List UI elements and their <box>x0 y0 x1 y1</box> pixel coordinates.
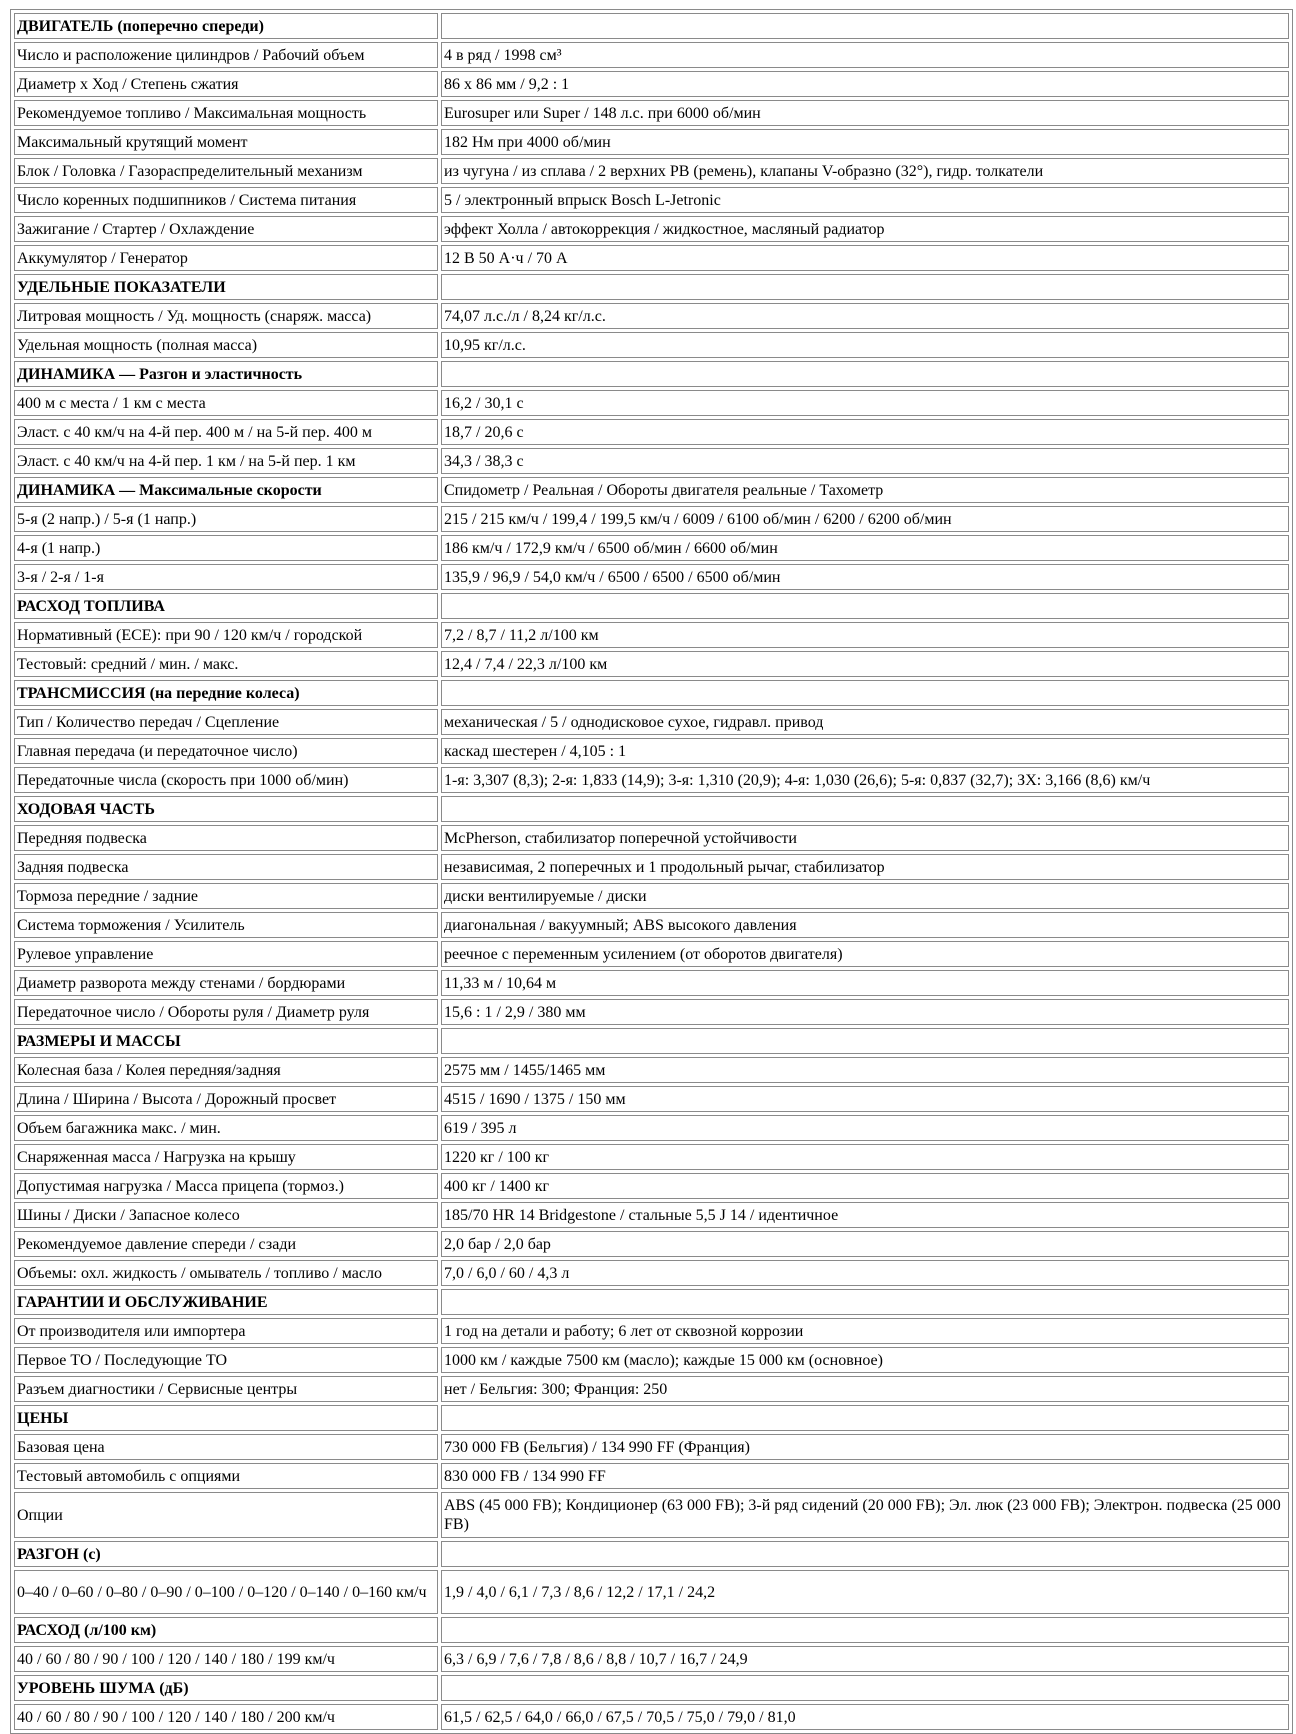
spec-value: 11,33 м / 10,64 м <box>441 970 1289 996</box>
section-title: РАЗМЕРЫ И МАССЫ <box>14 1028 438 1054</box>
spec-value: 7,2 / 8,7 / 11,2 л/100 км <box>441 622 1289 648</box>
section-value <box>441 1617 1289 1643</box>
spec-value: 16,2 / 30,1 с <box>441 390 1289 416</box>
spec-value: 7,0 / 6,0 / 60 / 4,3 л <box>441 1260 1289 1286</box>
spec-label: Шины / Диски / Запасное колесо <box>14 1202 438 1228</box>
spec-row <box>14 332 1289 358</box>
section-title: ГАРАНТИИ И ОБСЛУЖИВАНИЕ <box>14 1289 438 1315</box>
spec-value: 10,95 кг/л.с. <box>441 332 1289 358</box>
spec-row <box>14 854 1289 880</box>
section-header-row <box>14 1405 1289 1431</box>
spec-row <box>14 1318 1289 1344</box>
spec-row <box>14 448 1289 474</box>
spec-label: Тормоза передние / задние <box>14 883 438 909</box>
spec-label: Объем багажника макс. / мин. <box>14 1115 438 1141</box>
spec-label: Диаметр x Ход / Степень сжатия <box>14 71 438 97</box>
spec-row <box>14 999 1289 1025</box>
spec-value: 12 В 50 А·ч / 70 А <box>441 245 1289 271</box>
section-title: ДИНАМИКА — Максимальные скорости <box>14 477 438 503</box>
spec-value: 1-я: 3,307 (8,3); 2-я: 1,833 (14,9); 3-я: 1,310 (20,9); 4-я: 1,030 (26,6); 5-я: 0,837 (32,7); ЗХ: 3,166 (8,6) км/ч <box>441 767 1289 793</box>
spec-row <box>14 970 1289 996</box>
spec-value: 61,5 / 62,5 / 64,0 / 66,0 / 67,5 / 70,5 / 75,0 / 79,0 / 81,0 <box>441 1704 1289 1730</box>
spec-value: реечное с переменным усилением (от оборотов двигателя) <box>441 941 1289 967</box>
spec-label: 3-я / 2-я / 1-я <box>14 564 438 590</box>
spec-value: 15,6 : 1 / 2,9 / 380 мм <box>441 999 1289 1025</box>
spec-table-body <box>14 13 1289 1730</box>
spec-label: 400 м с места / 1 км с места <box>14 390 438 416</box>
spec-row <box>14 912 1289 938</box>
section-header-row <box>14 680 1289 706</box>
spec-row <box>14 883 1289 909</box>
section-title: РАСХОД ТОПЛИВА <box>14 593 438 619</box>
spec-label: Передаточное число / Обороты руля / Диаметр руля <box>14 999 438 1025</box>
section-header-row <box>14 593 1289 619</box>
spec-row <box>14 129 1289 155</box>
section-header-row <box>14 1541 1289 1567</box>
spec-value: 135,9 / 96,9 / 54,0 км/ч / 6500 / 6500 / 6500 об/мин <box>441 564 1289 590</box>
spec-value: 400 кг / 1400 кг <box>441 1173 1289 1199</box>
spec-row <box>14 1231 1289 1257</box>
spec-value: 1,9 / 4,0 / 6,1 / 7,3 / 8,6 / 12,2 / 17,1 / 24,2 <box>441 1570 1289 1614</box>
spec-label: Допустимая нагрузка / Масса прицепа (тормоз.) <box>14 1173 438 1199</box>
spec-row <box>14 1057 1289 1083</box>
section-header-row <box>14 361 1289 387</box>
spec-row <box>14 303 1289 329</box>
spec-value: 86 x 86 мм / 9,2 : 1 <box>441 71 1289 97</box>
spec-label: Колесная база / Колея передняя/задняя <box>14 1057 438 1083</box>
spec-row <box>14 158 1289 184</box>
section-title: ТРАНСМИССИЯ (на передние колеса) <box>14 680 438 706</box>
spec-label: Тестовый: средний / мин. / макс. <box>14 651 438 677</box>
spec-label: 40 / 60 / 80 / 90 / 100 / 120 / 140 / 180 / 199 км/ч <box>14 1646 438 1672</box>
spec-row <box>14 1086 1289 1112</box>
spec-row <box>14 1115 1289 1141</box>
spec-value: 1000 км / каждые 7500 км (масло); каждые 15 000 км (основное) <box>441 1347 1289 1373</box>
spec-label: Передаточные числа (скорость при 1000 об/мин) <box>14 767 438 793</box>
spec-value: 4 в ряд / 1998 см³ <box>441 42 1289 68</box>
spec-label: Число и расположение цилиндров / Рабочий объем <box>14 42 438 68</box>
spec-row <box>14 100 1289 126</box>
spec-value: нет / Бельгия: 300; Франция: 250 <box>441 1376 1289 1402</box>
spec-row <box>14 506 1289 532</box>
spec-label: Число коренных подшипников / Система питания <box>14 187 438 213</box>
spec-label: Базовая цена <box>14 1434 438 1460</box>
section-value <box>441 1541 1289 1567</box>
spec-label: Разъем диагностики / Сервисные центры <box>14 1376 438 1402</box>
section-header-row <box>14 796 1289 822</box>
spec-row <box>14 1492 1289 1538</box>
spec-value: 5 / электронный впрыск Bosch L-Jetronic <box>441 187 1289 213</box>
spec-row <box>14 767 1289 793</box>
spec-row <box>14 1202 1289 1228</box>
section-value: Спидометр / Реальная / Обороты двигателя реальные / Тахометр <box>441 477 1289 503</box>
spec-row <box>14 245 1289 271</box>
spec-label: Опции <box>14 1492 438 1538</box>
spec-label: Тестовый автомобиль с опциями <box>14 1463 438 1489</box>
spec-value: независимая, 2 поперечных и 1 продольный рычаг, стабилизатор <box>441 854 1289 880</box>
spec-label: Снаряженная масса / Нагрузка на крышу <box>14 1144 438 1170</box>
section-header-row <box>14 1617 1289 1643</box>
spec-value: каскад шестерен / 4,105 : 1 <box>441 738 1289 764</box>
spec-row <box>14 1376 1289 1402</box>
spec-row <box>14 1347 1289 1373</box>
spec-value: 1 год на детали и работу; 6 лет от сквозной коррозии <box>441 1318 1289 1344</box>
spec-label: 4-я (1 напр.) <box>14 535 438 561</box>
spec-row <box>14 1173 1289 1199</box>
spec-value: 182 Нм при 4000 об/мин <box>441 129 1289 155</box>
spec-value: 730 000 FB (Бельгия) / 134 990 FF (Франция) <box>441 1434 1289 1460</box>
section-header-row <box>14 1675 1289 1701</box>
spec-value: 18,7 / 20,6 с <box>441 419 1289 445</box>
spec-row <box>14 71 1289 97</box>
section-value <box>441 680 1289 706</box>
spec-value: ABS (45 000 FB); Кондиционер (63 000 FB); 3-й ряд сидений (20 000 FB); Эл. люк (23 000 FB); Электрон. подвеска (25 000 FB) <box>441 1492 1289 1538</box>
spec-row <box>14 187 1289 213</box>
spec-value: 74,07 л.с./л / 8,24 кг/л.с. <box>441 303 1289 329</box>
spec-label: Зажигание / Стартер / Охлаждение <box>14 216 438 242</box>
spec-row <box>14 1463 1289 1489</box>
spec-row <box>14 1704 1289 1730</box>
spec-label: Система торможения / Усилитель <box>14 912 438 938</box>
spec-row <box>14 941 1289 967</box>
spec-value: 830 000 FB / 134 990 FF <box>441 1463 1289 1489</box>
spec-value: 2575 мм / 1455/1465 мм <box>441 1057 1289 1083</box>
spec-label: Первое ТО / Последующие ТО <box>14 1347 438 1373</box>
section-value <box>441 1289 1289 1315</box>
spec-label: Задняя подвеска <box>14 854 438 880</box>
spec-label: Удельная мощность (полная масса) <box>14 332 438 358</box>
spec-label: Рулевое управление <box>14 941 438 967</box>
spec-value: 12,4 / 7,4 / 22,3 л/100 км <box>441 651 1289 677</box>
spec-row <box>14 1260 1289 1286</box>
spec-label: Передняя подвеска <box>14 825 438 851</box>
spec-row <box>14 738 1289 764</box>
spec-row <box>14 825 1289 851</box>
spec-row <box>14 535 1289 561</box>
spec-value: диагональная / вакуумный; ABS высокого давления <box>441 912 1289 938</box>
section-title: УРОВЕНЬ ШУМА (дБ) <box>14 1675 438 1701</box>
spec-value: 215 / 215 км/ч / 199,4 / 199,5 км/ч / 6009 / 6100 об/мин / 6200 / 6200 об/мин <box>441 506 1289 532</box>
spec-row <box>14 419 1289 445</box>
spec-table <box>10 9 1293 1734</box>
spec-row <box>14 709 1289 735</box>
spec-row <box>14 1646 1289 1672</box>
spec-value: 185/70 HR 14 Bridgestone / стальные 5,5 J 14 / идентичное <box>441 1202 1289 1228</box>
spec-value: 186 км/ч / 172,9 км/ч / 6500 об/мин / 6600 об/мин <box>441 535 1289 561</box>
spec-value: 2,0 бар / 2,0 бар <box>441 1231 1289 1257</box>
spec-value: 619 / 395 л <box>441 1115 1289 1141</box>
section-title: ДВИГАТЕЛЬ (поперечно спереди) <box>14 13 438 39</box>
spec-label: Блок / Головка / Газораспределительный механизм <box>14 158 438 184</box>
spec-value: 4515 / 1690 / 1375 / 150 мм <box>441 1086 1289 1112</box>
section-title: РАЗГОН (с) <box>14 1541 438 1567</box>
section-value <box>441 274 1289 300</box>
spec-label: 0–40 / 0–60 / 0–80 / 0–90 / 0–100 / 0–120 / 0–140 / 0–160 км/ч <box>14 1570 438 1614</box>
section-title: ЦЕНЫ <box>14 1405 438 1431</box>
spec-value: Eurosuper или Super / 148 л.с. при 6000 об/мин <box>441 100 1289 126</box>
spec-label: Тип / Количество передач / Сцепление <box>14 709 438 735</box>
spec-label: Объемы: охл. жидкость / омыватель / топливо / масло <box>14 1260 438 1286</box>
section-value <box>441 796 1289 822</box>
spec-label: 40 / 60 / 80 / 90 / 100 / 120 / 140 / 180 / 200 км/ч <box>14 1704 438 1730</box>
spec-row <box>14 564 1289 590</box>
spec-row <box>14 622 1289 648</box>
section-title: ДИНАМИКА — Разгон и эластичность <box>14 361 438 387</box>
section-header-row <box>14 1028 1289 1054</box>
spec-value: эффект Холла / автокоррекция / жидкостное, масляный радиатор <box>441 216 1289 242</box>
spec-label: 5-я (2 напр.) / 5-я (1 напр.) <box>14 506 438 532</box>
section-header-row <box>14 477 1289 503</box>
section-value <box>441 1405 1289 1431</box>
spec-value: из чугуна / из сплава / 2 верхних РВ (ремень), клапаны V-образно (32°), гидр. толкатели <box>441 158 1289 184</box>
section-title: УДЕЛЬНЫЕ ПОКАЗАТЕЛИ <box>14 274 438 300</box>
section-value <box>441 593 1289 619</box>
spec-row <box>14 390 1289 416</box>
section-value <box>441 1675 1289 1701</box>
spec-label: Нормативный (ECE): при 90 / 120 км/ч / городской <box>14 622 438 648</box>
spec-value: диски вентилируемые / диски <box>441 883 1289 909</box>
spec-row <box>14 1144 1289 1170</box>
section-header-row <box>14 274 1289 300</box>
spec-value: McPherson, стабилизатор поперечной устойчивости <box>441 825 1289 851</box>
spec-label: Длина / Ширина / Высота / Дорожный просвет <box>14 1086 438 1112</box>
spec-label: Главная передача (и передаточное число) <box>14 738 438 764</box>
spec-label: От производителя или импортера <box>14 1318 438 1344</box>
section-title: ХОДОВАЯ ЧАСТЬ <box>14 796 438 822</box>
spec-value: 6,3 / 6,9 / 7,6 / 7,8 / 8,6 / 8,8 / 10,7 / 16,7 / 24,9 <box>441 1646 1289 1672</box>
spec-label: Диаметр разворота между стенами / бордюрами <box>14 970 438 996</box>
spec-label: Эласт. с 40 км/ч на 4-й пер. 1 км / на 5-й пер. 1 км <box>14 448 438 474</box>
section-header-row <box>14 13 1289 39</box>
spec-label: Рекомендуемое давление спереди / сзади <box>14 1231 438 1257</box>
spec-value: 34,3 / 38,3 с <box>441 448 1289 474</box>
spec-row <box>14 1570 1289 1614</box>
spec-row <box>14 216 1289 242</box>
section-value <box>441 13 1289 39</box>
spec-label: Аккумулятор / Генератор <box>14 245 438 271</box>
section-value <box>441 1028 1289 1054</box>
spec-value: 1220 кг / 100 кг <box>441 1144 1289 1170</box>
spec-row <box>14 1434 1289 1460</box>
section-title: РАСХОД (л/100 км) <box>14 1617 438 1643</box>
spec-label: Максимальный крутящий момент <box>14 129 438 155</box>
section-header-row <box>14 1289 1289 1315</box>
spec-row <box>14 42 1289 68</box>
section-value <box>441 361 1289 387</box>
spec-label: Эласт. с 40 км/ч на 4-й пер. 400 м / на 5-й пер. 400 м <box>14 419 438 445</box>
spec-row <box>14 651 1289 677</box>
spec-label: Рекомендуемое топливо / Максимальная мощность <box>14 100 438 126</box>
spec-value: механическая / 5 / однодисковое сухое, гидравл. привод <box>441 709 1289 735</box>
spec-label: Литровая мощность / Уд. мощность (снаряж. масса) <box>14 303 438 329</box>
